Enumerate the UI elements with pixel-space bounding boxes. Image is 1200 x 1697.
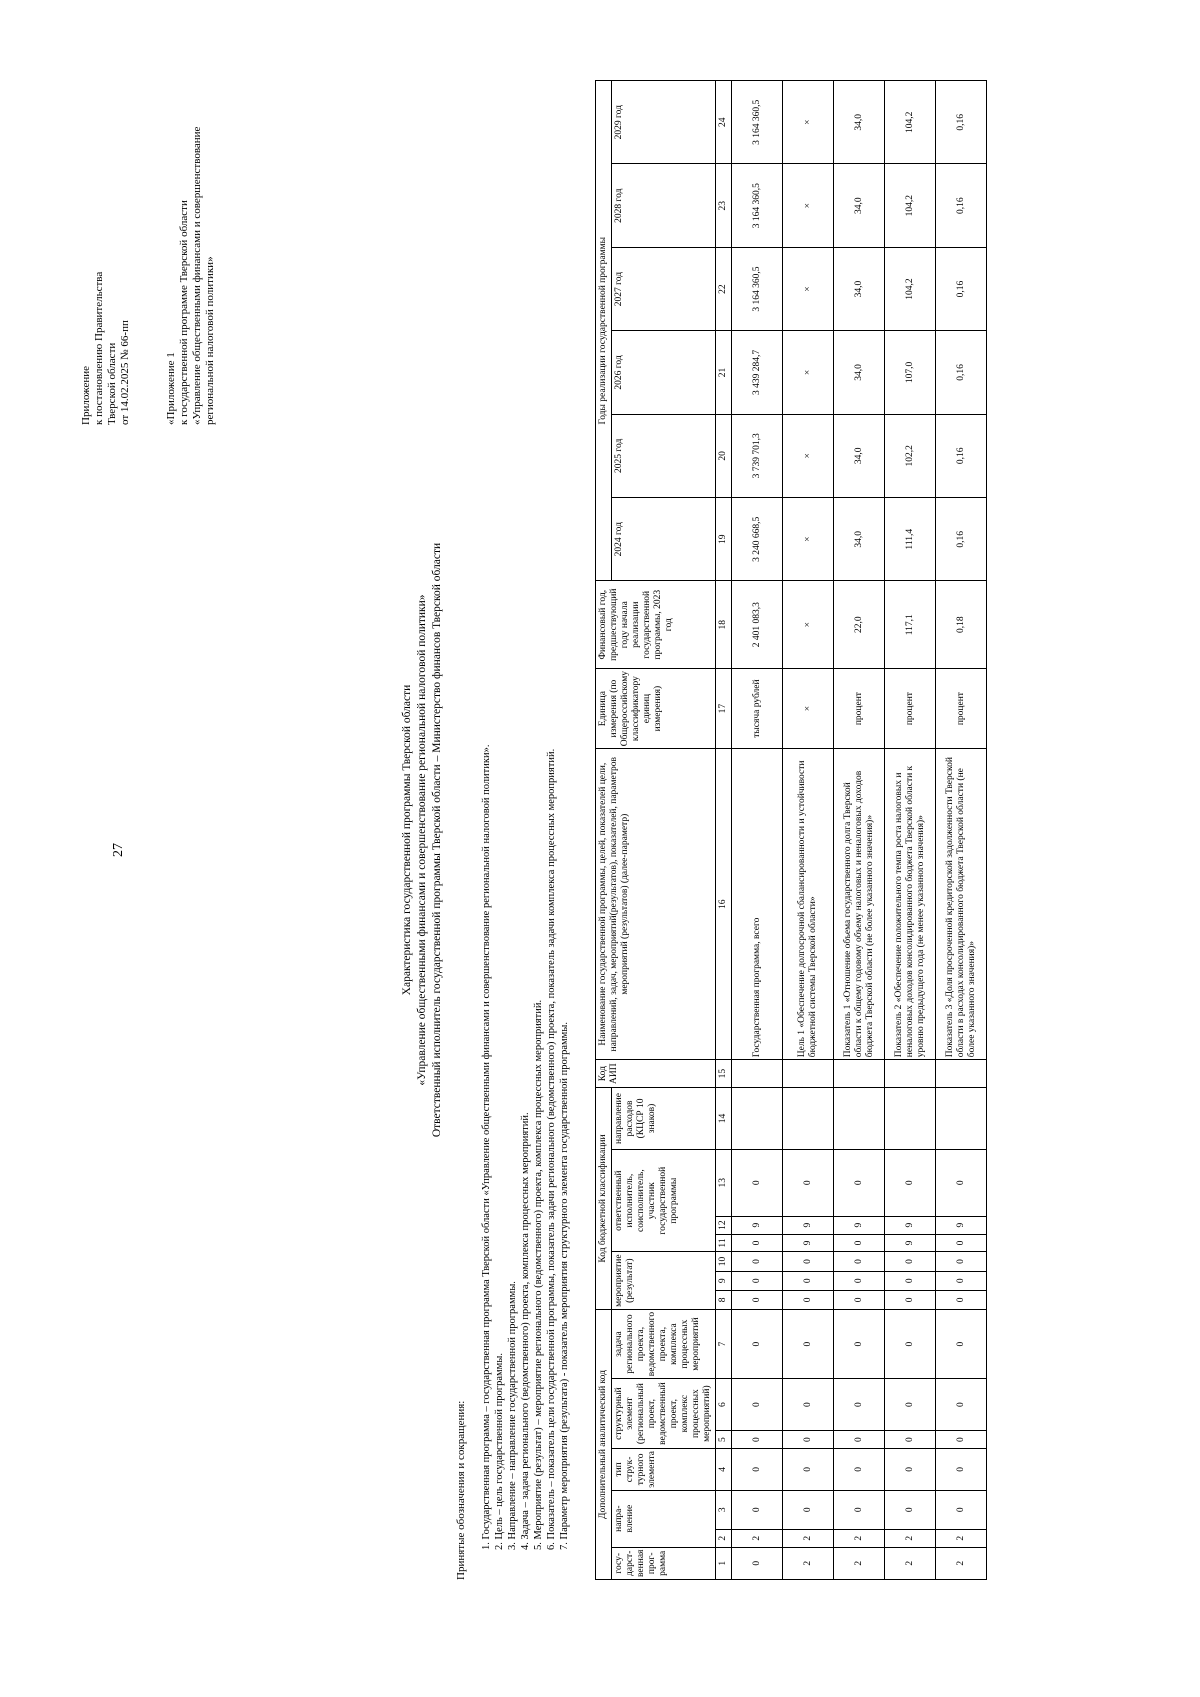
code-cell: 0: [834, 1449, 885, 1491]
appendix-line: к государственной программе Тверской области: [178, 200, 190, 425]
code-cell: 0: [936, 1379, 987, 1431]
column-number: 22: [716, 247, 732, 330]
year-value-cell: 34,0: [834, 498, 885, 581]
year-value-cell: 3 164 360,5: [732, 247, 783, 330]
column-number: 12: [716, 1216, 732, 1234]
column-number: 16: [716, 749, 732, 1060]
code-cell: 0: [936, 1290, 987, 1309]
code-cell: 9: [732, 1216, 783, 1234]
task-subheader: задача регионального проекта, ведомственного проекта, комплекса процессных мероприятий: [612, 1309, 716, 1378]
year-header: 2027 год: [612, 247, 716, 330]
abbreviation-item: 4. Задача – задача регионального (ведомственного) проекта, комплекса процессных мероприятий.: [520, 1112, 531, 1550]
executor-subheader: ответственный исполнитель, соисполнитель, участник государственной программы: [612, 1149, 716, 1252]
expense-cell: [834, 1088, 885, 1150]
year-value-cell: 104,2: [885, 164, 936, 247]
code-cell: 0: [783, 1290, 834, 1309]
aip-cell: [732, 1060, 783, 1088]
year-value-cell: 3 240 668,5: [732, 498, 783, 581]
year-value-cell: ×: [783, 247, 834, 330]
element-type-subheader: тип струк-турного элемента: [612, 1449, 716, 1491]
code-cell: 0: [834, 1490, 885, 1529]
code-cell: 0: [783, 1449, 834, 1491]
year-value-cell: 3 739 701,3: [732, 414, 783, 497]
table-row: [732, 81, 783, 1580]
name-cell: Показатель 2 «Обеспечение положительного темпа роста налоговых и неналоговых доходов консолидированного бюджета Тверской области к уровню предыдущего года (не менее указанного значения)»: [885, 749, 936, 1060]
code-cell: 0: [783, 1271, 834, 1290]
abbreviations-title: Принятые обозначения и сокращения:: [455, 1400, 467, 1580]
year-value-cell: 34,0: [834, 414, 885, 497]
name-cell: Показатель 3 «Доля просроченной кредиторской задолженности Тверской области в расходах консолидированного бюджета Тверской области (не более указанного значения)»: [936, 749, 987, 1060]
year-header: 2026 год: [612, 331, 716, 414]
code-cell: 9: [783, 1234, 834, 1252]
code-cell: 0: [936, 1431, 987, 1449]
code-cell: 0: [732, 1490, 783, 1529]
base-year-cell: 2 401 083,3: [732, 581, 783, 669]
code-cell: 0: [936, 1149, 987, 1216]
year-value-cell: 104,2: [885, 81, 936, 164]
year-value-cell: 111,4: [885, 498, 936, 581]
column-number: 23: [716, 164, 732, 247]
column-number: 21: [716, 331, 732, 414]
code-cell: 0: [885, 1449, 936, 1491]
code-cell: 0: [936, 1490, 987, 1529]
year-header: 2025 год: [612, 414, 716, 497]
table-row: [834, 81, 885, 1580]
base-year-cell: 22,0: [834, 581, 885, 669]
code-cell: 0: [885, 1309, 936, 1378]
code-cell: 0: [936, 1309, 987, 1378]
code-cell: 0: [834, 1149, 885, 1216]
expense-cell: [936, 1088, 987, 1150]
expense-cell: [732, 1088, 783, 1150]
base-year-header: Финансовый год, предшествующий году начала реализации государственной программы, 2023 год: [596, 581, 716, 669]
aip-cell: [885, 1060, 936, 1088]
column-number: 5: [716, 1431, 732, 1449]
sheet-content: [60, 60, 1150, 1620]
code-cell: 9: [783, 1216, 834, 1234]
year-value-cell: ×: [783, 331, 834, 414]
unit-cell: процент: [885, 668, 936, 748]
expense-subheader: направление расходов (КЦСР 10 знаков): [612, 1088, 716, 1150]
column-number: 19: [716, 498, 732, 581]
column-number-row: [716, 81, 732, 1580]
code-cell: 0: [834, 1379, 885, 1431]
year-value-cell: ×: [783, 81, 834, 164]
code-cell: 0: [834, 1234, 885, 1252]
budget-code-header: Код бюджетной классификации: [596, 1088, 612, 1310]
appendix-line: «Управление общественными финансами и совершенствование: [191, 126, 203, 425]
code-cell: 0: [936, 1449, 987, 1491]
table-row: [885, 81, 936, 1580]
code-cell: 0: [783, 1490, 834, 1529]
column-number: 2: [716, 1529, 732, 1547]
year-value-cell: 0,16: [936, 247, 987, 330]
code-cell: 2: [885, 1547, 936, 1579]
abbreviation-item: 7. Параметр мероприятия (результата) - показатель мероприятия структурного элемента государственной программы.: [559, 1022, 570, 1550]
code-cell: 0: [885, 1379, 936, 1431]
base-year-cell: ×: [783, 581, 834, 669]
table-row: [936, 81, 987, 1580]
appendix-header: [80, 95, 132, 425]
column-number: 9: [716, 1271, 732, 1290]
code-cell: 0: [783, 1252, 834, 1271]
code-cell: 2: [783, 1547, 834, 1579]
code-cell: 0: [834, 1309, 885, 1378]
code-cell: 0: [834, 1290, 885, 1309]
code-cell: 0: [732, 1290, 783, 1309]
unit-cell: ×: [783, 668, 834, 748]
column-number: 8: [716, 1290, 732, 1309]
code-cell: 9: [885, 1216, 936, 1234]
code-cell: 0: [732, 1149, 783, 1216]
element-subheader: структурный элемент (региональный проект, ведомственный проект, комплекс процессных мероприятий): [612, 1379, 716, 1449]
unit-cell: процент: [936, 668, 987, 748]
abbreviation-item: 6. Показатель – показатель цели государственной программы, показатель задачи регионального (ведомственного) проекта, показатель задачи комплекса процессных мероприятий.: [546, 748, 557, 1550]
appendix-1-header: [165, 65, 217, 425]
unit-cell: процент: [834, 668, 885, 748]
year-value-cell: 34,0: [834, 331, 885, 414]
year-value-cell: 102,2: [885, 414, 936, 497]
column-number: 20: [716, 414, 732, 497]
year-value-cell: 0,16: [936, 164, 987, 247]
table-row: [783, 81, 834, 1580]
program-subheader: госу-дарст-венная прог-рамма: [612, 1547, 716, 1579]
name-cell: Цель 1 «Обеспечение долгосрочной сбалансированности и устойчивости бюджетной системы Тверской области»: [783, 749, 834, 1060]
rotated-sheet: [60, 60, 1150, 1620]
code-cell: 0: [885, 1252, 936, 1271]
appendix-line: региональной налоговой политики»: [204, 256, 216, 425]
base-year-cell: 0,18: [936, 581, 987, 669]
year-value-cell: 34,0: [834, 247, 885, 330]
column-number: 10: [716, 1252, 732, 1271]
appendix-line: «Приложение 1: [165, 352, 177, 425]
code-cell: 0: [732, 1431, 783, 1449]
year-value-cell: 0,16: [936, 498, 987, 581]
aip-cell: [834, 1060, 885, 1088]
years-group-header: Годы реализации государственной программы: [596, 81, 612, 581]
code-cell: 0: [936, 1271, 987, 1290]
code-cell: 0: [783, 1149, 834, 1216]
code-cell: 0: [732, 1547, 783, 1579]
year-value-cell: 0,16: [936, 331, 987, 414]
column-number: 7: [716, 1309, 732, 1378]
aip-code-header: Код АИП: [596, 1060, 716, 1088]
code-cell: 0: [732, 1379, 783, 1431]
code-cell: 0: [783, 1379, 834, 1431]
column-number: 4: [716, 1449, 732, 1491]
year-value-cell: ×: [783, 498, 834, 581]
code-cell: 0: [936, 1234, 987, 1252]
code-cell: 0: [936, 1252, 987, 1271]
code-cell: 0: [834, 1431, 885, 1449]
unit-cell: тысяча рублей: [732, 668, 783, 748]
abbreviation-item: 5. Мероприятие (результат) – мероприятие регионального (ведомственного) проекта, комплекса процессных мероприятий.: [533, 999, 544, 1550]
year-value-cell: ×: [783, 164, 834, 247]
column-number: 15: [716, 1060, 732, 1088]
appendix-line: Приложение: [80, 365, 92, 425]
code-cell: 0: [885, 1431, 936, 1449]
code-cell: 9: [885, 1234, 936, 1252]
code-cell: 9: [834, 1216, 885, 1234]
code-cell: 2: [936, 1547, 987, 1579]
program-table: [595, 80, 987, 1580]
code-cell: 2: [885, 1529, 936, 1547]
code-cell: 0: [783, 1309, 834, 1378]
name-cell: Показатель 1 «Отношение объема государственного долга Тверской области к общему годовому объему налоговых и неналоговых доходов бюджета Тверской области (не более указанного значения)»: [834, 749, 885, 1060]
expense-cell: [885, 1088, 936, 1150]
code-cell: 0: [732, 1449, 783, 1491]
year-value-cell: 3 439 284,7: [732, 331, 783, 414]
document-titles: [400, 60, 445, 1620]
code-cell: 0: [732, 1252, 783, 1271]
code-cell: 2: [783, 1529, 834, 1547]
table-body: [716, 81, 987, 1580]
year-value-cell: 34,0: [834, 81, 885, 164]
abbreviation-item: 3. Направление – направление государственной программы.: [507, 1281, 518, 1550]
column-number: 6: [716, 1379, 732, 1431]
abbreviation-item: 1. Государственная программа – государственная программа Тверской области «Управление общественными финансами и совершенствование региональной налоговой политики».: [481, 744, 492, 1550]
column-number: 24: [716, 81, 732, 164]
column-number: 14: [716, 1088, 732, 1150]
document-title: Характеристика государственной программы Тверской области: [401, 684, 413, 996]
code-cell: 0: [885, 1490, 936, 1529]
appendix-line: Тверской области: [106, 342, 118, 425]
direction-subheader: напра-вление: [612, 1490, 716, 1547]
column-number: 17: [716, 668, 732, 748]
code-cell: 0: [732, 1234, 783, 1252]
year-value-cell: 0,16: [936, 81, 987, 164]
page-number: 27: [111, 843, 126, 857]
column-number: 3: [716, 1490, 732, 1529]
aip-cell: [936, 1060, 987, 1088]
abbreviation-item: 2. Цель – цель государственной программы.: [494, 1353, 505, 1550]
code-cell: 2: [732, 1529, 783, 1547]
column-number: 11: [716, 1234, 732, 1252]
code-cell: 0: [783, 1431, 834, 1449]
code-cell: 0: [732, 1271, 783, 1290]
program-title: «Управление общественными финансами и совершенствование региональной налоговой политики»: [416, 594, 428, 1086]
abbreviations-list: [480, 230, 571, 1550]
unit-header: Единица измерения (по Общероссийскому классификатору единиц измерения): [596, 668, 716, 748]
code-cell: 0: [834, 1271, 885, 1290]
code-cell: 0: [732, 1309, 783, 1378]
code-cell: 9: [936, 1216, 987, 1234]
measure-subheader: мероприятие (результат): [612, 1252, 716, 1309]
code-cell: 0: [834, 1252, 885, 1271]
year-value-cell: 0,16: [936, 414, 987, 497]
executor-title: Ответственный исполнитель государственной программы Тверской области – Министерство финансов Тверской области: [431, 542, 443, 1138]
code-cell: 2: [834, 1529, 885, 1547]
code-cell: 2: [936, 1529, 987, 1547]
base-year-cell: 117,1: [885, 581, 936, 669]
additional-code-header: Дополнительный аналитический код: [596, 1309, 612, 1579]
year-value-cell: 34,0: [834, 164, 885, 247]
code-cell: 0: [885, 1290, 936, 1309]
year-header: 2028 год: [612, 164, 716, 247]
code-cell: 0: [885, 1271, 936, 1290]
name-cell: Государственная программа, всего: [732, 749, 783, 1060]
year-value-cell: 107,0: [885, 331, 936, 414]
column-number: 18: [716, 581, 732, 669]
appendix-line: к постановлению Правительства: [93, 271, 105, 425]
appendix-line: от 14.02.2025 № 66-пп: [119, 320, 131, 425]
expense-cell: [783, 1088, 834, 1150]
column-number: 1: [716, 1547, 732, 1579]
year-header: 2029 год: [612, 81, 716, 164]
code-cell: 2: [834, 1547, 885, 1579]
year-value-cell: 104,2: [885, 247, 936, 330]
column-number: 13: [716, 1149, 732, 1216]
year-value-cell: ×: [783, 414, 834, 497]
name-header: Наименование государственной программы, целей, показателей цели, направлений, задач, мероприятий(результатов), показателей, параметров мероприятий (результатов) (далее-параметр): [596, 749, 716, 1060]
code-cell: 0: [885, 1149, 936, 1216]
year-value-cell: 3 164 360,5: [732, 164, 783, 247]
aip-cell: [783, 1060, 834, 1088]
year-value-cell: 3 164 360,5: [732, 81, 783, 164]
year-header: 2024 год: [612, 498, 716, 581]
